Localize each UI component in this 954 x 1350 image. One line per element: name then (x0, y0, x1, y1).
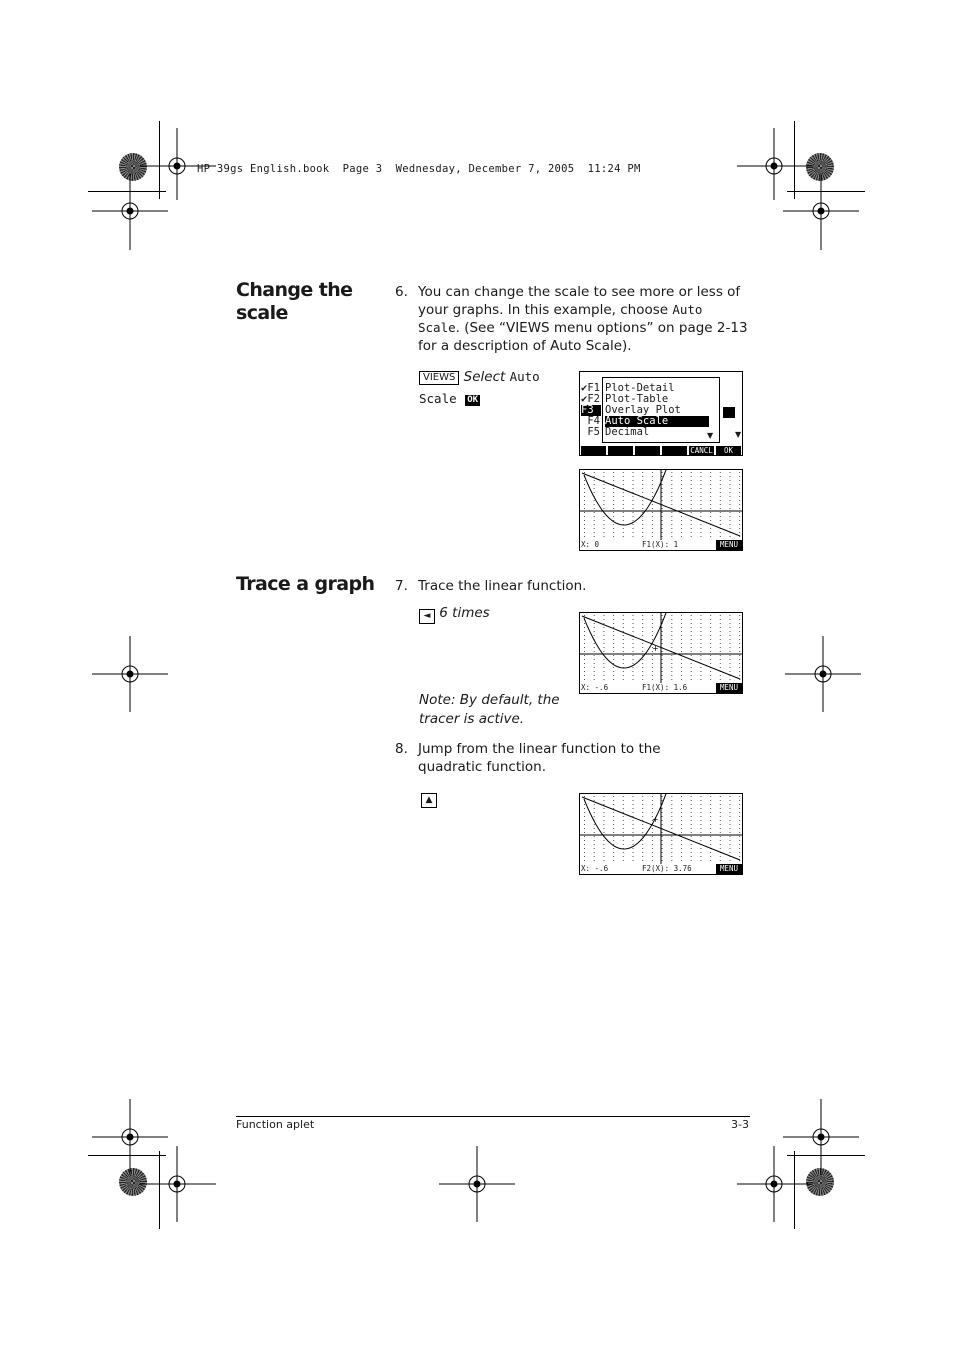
section-heading-trace-graph: Trace a graph (236, 573, 375, 595)
readout-f: F1(X): 1 (642, 540, 679, 549)
menu-item[interactable]: Decimal (605, 426, 650, 438)
highlight-block (723, 407, 735, 418)
calculator-screen-views-menu (579, 371, 743, 456)
menu-softkey[interactable]: MENU (716, 540, 742, 550)
menu-item[interactable]: Plot-Table (605, 393, 669, 405)
ok-softkey[interactable]: OK (716, 446, 741, 455)
step-7 (395, 577, 755, 595)
menu-scroll-icon: ▼ (707, 431, 714, 440)
up-arrow-key-icon: ▲ (421, 793, 437, 808)
ok-softkey: OK (467, 395, 479, 405)
registration-target-icon (806, 153, 834, 181)
calculator-screen-graph-2 (579, 612, 743, 694)
menu-option-code: Auto (509, 369, 540, 384)
function-label: F5 (587, 426, 600, 438)
function-plot (580, 470, 742, 540)
step-text-part: . (See “VIEWS menu options” on page 2-13 for a description of Auto Scale). (418, 320, 748, 354)
crosshair-icon (140, 1146, 216, 1222)
note-line: Note: By default, the (419, 692, 560, 708)
menu-item[interactable]: Plot-Detail (605, 382, 675, 394)
step-6 (395, 283, 755, 357)
repeat-count: 6 times (439, 605, 490, 621)
readout-f: F2(X): 3.76 (642, 864, 692, 873)
function-plot (580, 613, 742, 683)
footer-chapter: Function aplet (236, 1118, 315, 1131)
readout-x: X: -.6 (581, 864, 609, 873)
softkey-empty[interactable] (581, 446, 606, 455)
function-label: F3 (581, 404, 594, 416)
crosshair-icon (439, 1146, 515, 1222)
crosshair-icon (737, 1146, 813, 1222)
left-arrow-key-icon: ◄ (419, 609, 435, 624)
footer-page-number: 3-3 (731, 1118, 749, 1131)
menu-softkey[interactable]: MENU (716, 864, 742, 874)
crosshair-icon (737, 128, 813, 200)
section-heading-change-scale (236, 279, 352, 325)
function-label: F1 (587, 382, 600, 394)
crosshair-icon (92, 173, 168, 250)
step-text-part: You can change the scale to see more or less of your graphs. In this example, choose (418, 284, 741, 318)
readout-x: X: 0 (581, 540, 600, 549)
step-text: Jump from the linear function to the quadratic function. (418, 741, 661, 775)
function-plot (580, 794, 742, 864)
crosshair-icon (785, 636, 861, 712)
menu-softkey[interactable]: MENU (716, 683, 742, 693)
trace-cursor-icon: + (652, 815, 659, 824)
step-number: 8. (395, 741, 408, 757)
crosshair-icon (92, 1099, 168, 1175)
check-icon: ✔ (581, 382, 588, 394)
readout-f: F1(X): 1.6 (642, 683, 688, 692)
registration-target-icon (806, 1168, 834, 1196)
check-icon: ✔ (581, 393, 588, 405)
footer-rule (236, 1116, 750, 1117)
menu-option-code: Scale (419, 391, 457, 406)
note-line: tracer is active. (419, 711, 525, 727)
keystroke-instructions (421, 788, 437, 808)
crosshair-icon (92, 636, 168, 712)
note (419, 691, 560, 729)
function-label: F2 (587, 393, 600, 405)
registration-target-icon (119, 1168, 147, 1196)
registration-target-icon (119, 153, 147, 181)
function-label: F4 (587, 415, 600, 427)
calculator-screen-graph-1 (579, 469, 743, 551)
function-list (581, 383, 601, 438)
step-number: 7. (395, 578, 408, 594)
views-key: VIEWS (419, 371, 459, 385)
heading-line: Change the (236, 279, 353, 301)
readout-x: X: -.6 (581, 683, 609, 692)
keystroke-instructions (419, 366, 569, 410)
softkey-empty[interactable] (662, 446, 687, 455)
calculator-screen-graph-3 (579, 793, 743, 875)
views-popup-menu (602, 377, 720, 443)
menu-item-selected[interactable]: Auto Scale (605, 416, 709, 427)
step-text (418, 283, 748, 355)
step-text: Trace the linear function. (418, 578, 587, 594)
cancel-softkey[interactable]: CANCL (690, 446, 713, 455)
keystroke-instructions (419, 604, 490, 624)
softkey-empty[interactable] (635, 446, 660, 455)
softkey-bar (580, 445, 742, 455)
step-8 (395, 740, 755, 776)
step-number: 6. (395, 284, 408, 300)
inline-code: Auto Scale (418, 302, 703, 335)
heading-line: scale (236, 302, 288, 324)
scroll-down-icon: ▼ (735, 430, 742, 439)
menu-item[interactable]: Overlay Plot (605, 404, 681, 416)
trace-cursor-icon: + (652, 644, 659, 653)
print-slug: HP 39gs English.book Page 3 Wednesday, December 7, 2005 11:24 PM (197, 163, 641, 175)
select-label: Select (463, 369, 506, 385)
softkey-empty[interactable] (608, 446, 633, 455)
